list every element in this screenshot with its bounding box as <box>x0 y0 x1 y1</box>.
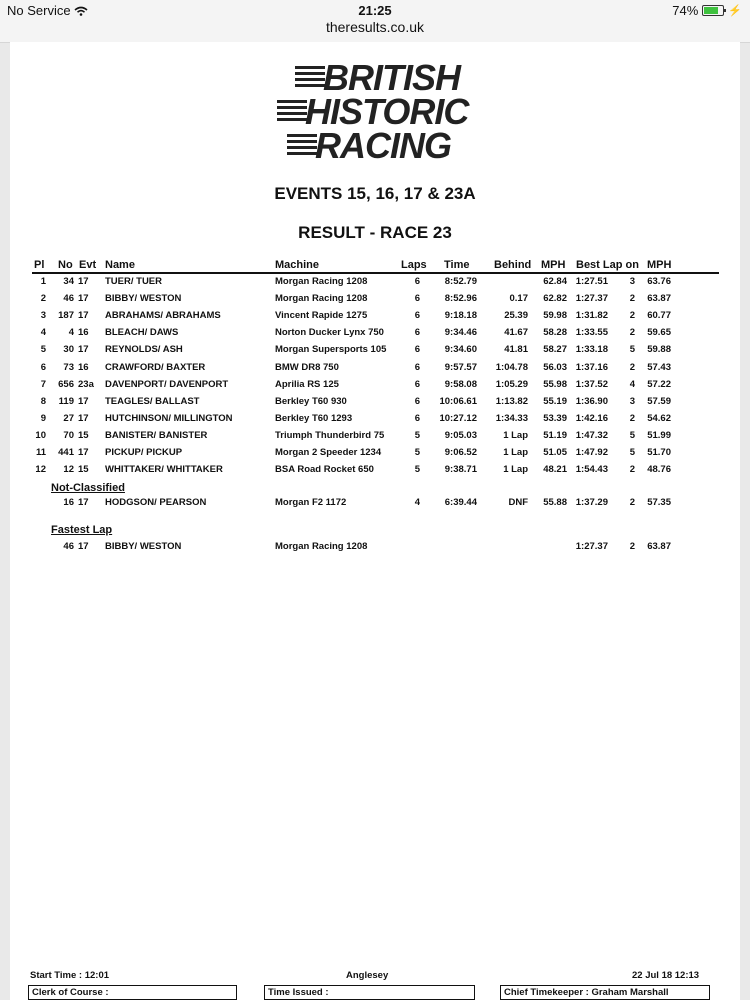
cell-time: 9:18.18 <box>444 310 477 322</box>
cell-name: DAVENPORT/ DAVENPORT <box>105 378 229 390</box>
cell-evt: 16 <box>78 327 89 339</box>
url-bar[interactable]: theresults.co.uk <box>325 19 425 35</box>
cell-best: 1:33.18 <box>575 344 608 356</box>
not-classified-row <box>10 497 740 514</box>
cell-mph: 62.84 <box>543 276 567 287</box>
cell-pl: 10 <box>35 429 46 441</box>
cell-on: 4 <box>629 378 635 390</box>
col-evt: Evt <box>79 259 97 271</box>
cell-on: 2 <box>629 497 635 508</box>
logo-stripes-2 <box>277 100 307 124</box>
logo-line-3: RACING <box>315 125 451 166</box>
col-behind: Behind <box>494 259 532 271</box>
cell-machine: Morgan F2 1172 <box>275 497 347 508</box>
cell-laps: 4 <box>414 497 420 508</box>
cell-pl: 1 <box>40 276 46 287</box>
cell-evt: 17 <box>78 541 89 552</box>
cell-no: 34 <box>63 276 74 287</box>
battery-fill <box>704 7 717 14</box>
cell-behind: 1:04.78 <box>495 361 528 373</box>
cell-best: 1:27.37 <box>575 293 608 305</box>
cell-laps: 6 <box>414 361 420 373</box>
cell-time: 9:34.46 <box>444 327 477 339</box>
charging-icon: ⚡ <box>728 5 742 17</box>
cell-laps: 6 <box>414 378 420 390</box>
cell-no: 119 <box>58 395 74 407</box>
cell-best: 1:42.16 <box>575 412 608 424</box>
events-title: EVENTS 15, 16, 17 & 23A <box>274 184 476 203</box>
not-classified-heading: Not-Classified <box>51 482 125 494</box>
cell-behind: 0.17 <box>509 293 528 305</box>
cell-pl: 8 <box>40 395 46 407</box>
status-bar <box>0 0 750 43</box>
cell-evt: 17 <box>78 310 89 322</box>
cell-evt: 17 <box>78 344 89 356</box>
results-page <box>10 42 740 1000</box>
cell-mph: 58.27 <box>543 344 567 356</box>
col-best-mph: MPH <box>647 259 672 271</box>
cell-behind: DNF <box>508 497 528 508</box>
cell-machine: Morgan Racing 1208 <box>275 276 368 287</box>
cell-mph: 56.03 <box>543 361 567 373</box>
cell-pl: 12 <box>35 464 46 476</box>
cell-bmph: 57.35 <box>647 497 671 508</box>
cell-pl: 5 <box>40 344 46 356</box>
cell-time: 8:52.96 <box>444 293 477 305</box>
cell-behind: 25.39 <box>504 310 528 322</box>
cell-laps: 6 <box>414 344 420 356</box>
cell-on: 2 <box>629 412 635 424</box>
cell-laps: 6 <box>414 395 420 407</box>
cell-no: 187 <box>58 310 74 322</box>
cell-behind: 1 Lap <box>503 447 528 458</box>
cell-on: 2 <box>629 361 635 373</box>
cell-bmph: 63.87 <box>647 541 671 552</box>
cell-machine: Norton Ducker Lynx 750 <box>275 327 384 339</box>
cell-bmph: 59.88 <box>647 344 671 356</box>
cell-evt: 16 <box>78 361 89 373</box>
bhr-logo <box>275 58 475 168</box>
cell-pl: 3 <box>40 310 46 322</box>
cell-behind: 41.67 <box>504 327 528 339</box>
cell-no: 4 <box>68 327 74 339</box>
cell-name: REYNOLDS/ ASH <box>105 344 183 356</box>
cell-laps: 5 <box>414 429 420 441</box>
cell-no: 12 <box>63 464 74 476</box>
cell-behind: 1:05.29 <box>495 378 528 390</box>
cell-machine: BSA Road Rocket 650 <box>275 464 374 476</box>
cell-on: 5 <box>629 429 635 441</box>
cell-laps: 6 <box>414 327 420 339</box>
col-laps: Laps <box>401 259 427 271</box>
cell-evt: 17 <box>78 497 89 508</box>
cell-time: 9:06.52 <box>444 447 477 458</box>
cell-best: 1:37.16 <box>575 361 608 373</box>
cell-bmph: 48.76 <box>647 464 671 476</box>
col-mph: MPH <box>541 259 566 271</box>
cell-time: 10:27.12 <box>439 412 477 424</box>
cell-laps: 6 <box>414 310 420 322</box>
cell-behind: 1:13.82 <box>495 395 528 407</box>
cell-best: 1:31.82 <box>575 310 608 322</box>
col-machine: Machine <box>275 259 320 271</box>
cell-machine: Berkley T60 930 <box>275 395 347 407</box>
cell-on: 2 <box>629 310 635 322</box>
cell-bmph: 51.70 <box>647 447 671 458</box>
table-row <box>10 327 740 344</box>
cell-bmph: 59.65 <box>647 327 671 339</box>
cell-mph: 51.19 <box>543 429 567 441</box>
cell-behind: 1:34.33 <box>495 412 528 424</box>
table-row <box>10 396 740 413</box>
cell-time: 10:06.61 <box>439 395 477 407</box>
cell-mph: 55.88 <box>543 497 567 508</box>
cell-name: TUER/ TUER <box>105 276 162 287</box>
cell-evt: 17 <box>78 276 89 287</box>
cell-best: 1:36.90 <box>575 395 608 407</box>
col-no: No <box>58 259 73 271</box>
cell-on: 2 <box>629 327 635 339</box>
cell-mph: 55.19 <box>543 395 567 407</box>
cell-name: BIBBY/ WESTON <box>105 293 182 305</box>
battery-status <box>672 3 742 18</box>
cell-evt: 15 <box>78 429 89 441</box>
time-issued-box: Time Issued : <box>264 985 475 1000</box>
cell-no: 656 <box>58 378 74 390</box>
cell-on: 3 <box>629 395 635 407</box>
cell-best: 1:54.43 <box>575 464 608 476</box>
table-row <box>10 310 740 327</box>
table-row <box>10 293 740 310</box>
cell-name: BANISTER/ BANISTER <box>105 429 208 441</box>
cell-on: 2 <box>629 293 635 305</box>
cell-best: 1:27.51 <box>575 276 608 287</box>
cell-best: 1:47.92 <box>575 447 608 458</box>
cell-evt: 15 <box>78 464 89 476</box>
cell-name: WHITTAKER/ WHITTAKER <box>105 464 223 476</box>
cell-best: 1:37.52 <box>575 378 608 390</box>
date: 22 Jul 18 12:13 <box>632 970 700 981</box>
cell-mph: 55.98 <box>543 378 567 390</box>
cell-on: 3 <box>629 276 635 287</box>
cell-no: 46 <box>63 541 74 552</box>
cell-name: HUTCHINSON/ MILLINGTON <box>105 412 233 424</box>
cell-mph: 62.82 <box>543 293 567 305</box>
clerk-of-course-box: Clerk of Course : <box>28 985 237 1000</box>
cell-pl: 4 <box>40 327 46 339</box>
cell-no: 441 <box>58 447 74 458</box>
table-row <box>10 362 740 379</box>
cell-laps: 6 <box>414 276 420 287</box>
cell-name: TEAGLES/ BALLAST <box>105 395 200 407</box>
cell-name: ABRAHAMS/ ABRAHAMS <box>105 310 221 322</box>
fastest-lap-row <box>10 541 740 558</box>
cell-best: 1:33.55 <box>575 327 608 339</box>
battery-icon <box>702 5 724 16</box>
logo-stripes-1 <box>295 66 325 90</box>
cell-best: 1:27.37 <box>575 541 608 552</box>
cell-laps: 6 <box>414 412 420 424</box>
cell-name: BIBBY/ WESTON <box>105 541 182 552</box>
cell-behind: 41.81 <box>504 344 528 356</box>
cell-mph: 48.21 <box>543 464 567 476</box>
cell-name: CRAWFORD/ BAXTER <box>105 361 206 373</box>
cell-mph: 58.28 <box>543 327 567 339</box>
table-row <box>10 464 740 481</box>
cell-machine: Morgan Supersports 105 <box>275 344 387 356</box>
cell-bmph: 60.77 <box>647 310 671 322</box>
cell-machine: Berkley T60 1293 <box>275 412 353 424</box>
cell-time: 9:34.60 <box>444 344 477 356</box>
cell-bmph: 57.22 <box>647 378 671 390</box>
cell-time: 6:39.44 <box>444 497 477 508</box>
cell-laps: 5 <box>414 447 420 458</box>
cell-machine: Morgan 2 Speeder 1234 <box>275 447 382 458</box>
cell-bmph: 54.62 <box>647 412 671 424</box>
cell-pl: 9 <box>40 412 46 424</box>
cell-no: 46 <box>63 293 74 305</box>
cell-time: 8:52.79 <box>444 276 477 287</box>
table-row <box>10 344 740 361</box>
cell-no: 73 <box>63 361 74 373</box>
cell-pl: 6 <box>40 361 46 373</box>
cell-name: PICKUP/ PICKUP <box>105 447 183 458</box>
cell-no: 70 <box>63 429 74 441</box>
cell-on: 5 <box>629 344 635 356</box>
cell-pl: 11 <box>35 447 46 458</box>
cell-no: 16 <box>63 497 74 508</box>
cell-machine: Morgan Racing 1208 <box>275 293 368 305</box>
cell-mph: 53.39 <box>543 412 567 424</box>
cell-name: HODGSON/ PEARSON <box>105 497 207 508</box>
logo-line-1: BRITISH <box>323 57 460 98</box>
cell-evt: 17 <box>78 293 89 305</box>
cell-machine: Aprilia RS 125 <box>275 378 339 390</box>
fastest-lap-heading: Fastest Lap <box>51 524 113 536</box>
table-row <box>10 413 740 430</box>
cell-name: BLEACH/ DAWS <box>105 327 179 339</box>
cell-on: 2 <box>629 464 635 476</box>
col-time: Time <box>444 259 470 271</box>
cell-pl: 7 <box>40 378 46 390</box>
cell-on: 5 <box>629 447 635 458</box>
cell-machine: Morgan Racing 1208 <box>275 541 368 552</box>
cell-best: 1:37.29 <box>575 497 608 508</box>
cell-machine: BMW DR8 750 <box>275 361 339 373</box>
table-row <box>10 430 740 447</box>
cell-no: 27 <box>63 412 74 424</box>
logo-line-2: HISTORIC <box>305 91 469 132</box>
cell-no: 30 <box>63 344 74 356</box>
cell-bmph: 57.43 <box>647 361 671 373</box>
table-row <box>10 276 740 293</box>
table-row <box>10 447 740 464</box>
table-row <box>10 379 740 396</box>
cell-evt: 23a <box>78 378 94 390</box>
carrier-status: No Service <box>7 3 88 18</box>
cell-machine: Vincent Rapide 1275 <box>275 310 368 322</box>
cell-time: 9:05.03 <box>444 429 477 441</box>
cell-evt: 17 <box>78 447 89 458</box>
cell-time: 9:58.08 <box>444 378 477 390</box>
chief-timekeeper-box: Chief Timekeeper : Graham Marshall <box>500 985 710 1000</box>
cell-behind: 1 Lap <box>503 429 528 441</box>
cell-bmph: 57.59 <box>647 395 671 407</box>
cell-bmph: 51.99 <box>647 429 671 441</box>
cell-machine: Triumph Thunderbird 75 <box>275 429 385 441</box>
cell-evt: 17 <box>78 412 89 424</box>
battery-percent: 74% <box>672 3 699 18</box>
cell-laps: 6 <box>414 293 420 305</box>
result-title: RESULT - RACE 23 <box>298 223 452 242</box>
cell-bmph: 63.76 <box>647 276 671 287</box>
cell-mph: 59.98 <box>543 310 567 322</box>
col-name: Name <box>105 259 135 271</box>
venue: Anglesey <box>346 970 389 981</box>
header-rule <box>32 272 719 274</box>
cell-pl: 2 <box>40 293 46 305</box>
cell-time: 9:38.71 <box>444 464 477 476</box>
cell-laps: 5 <box>414 464 420 476</box>
col-best-lap-on: Best Lap on <box>576 259 639 271</box>
cell-bmph: 63.87 <box>647 293 671 305</box>
logo-stripes-3 <box>287 134 317 158</box>
cell-evt: 17 <box>78 395 89 407</box>
cell-time: 9:57.57 <box>444 361 477 373</box>
start-time: Start Time : 12:01 <box>30 970 110 981</box>
col-pl: Pl <box>34 259 45 271</box>
cell-on: 2 <box>629 541 635 552</box>
cell-behind: 1 Lap <box>503 464 528 476</box>
cell-mph: 51.05 <box>543 447 567 458</box>
clock: 21:25 <box>358 3 392 18</box>
cell-best: 1:47.32 <box>575 429 608 441</box>
